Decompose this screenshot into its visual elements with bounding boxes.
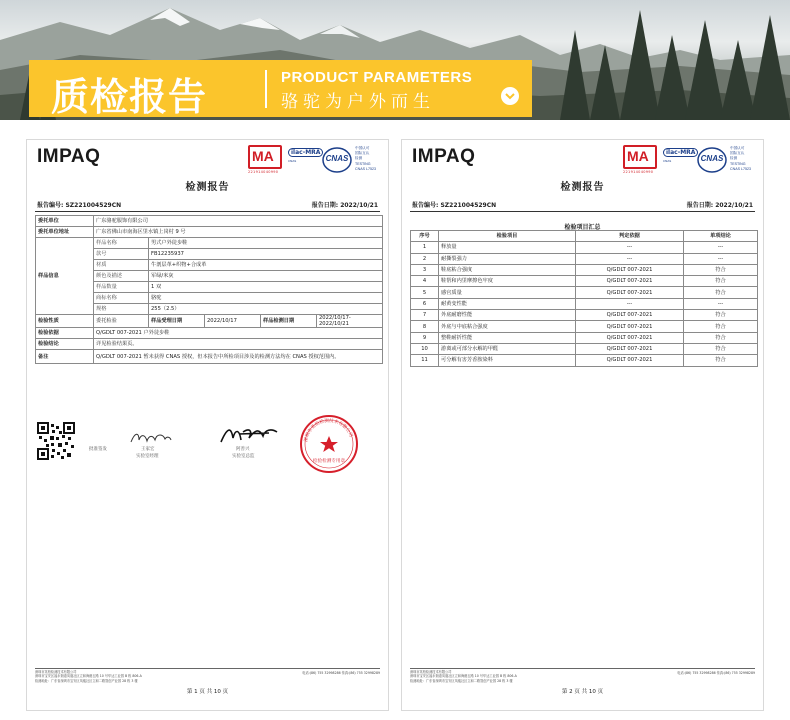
- judgement-basis: Q/GDLT 007-2021: [576, 276, 684, 287]
- page-number: 第 1 页 共 10 页: [186, 689, 229, 695]
- cnas-side-text: [730, 146, 751, 172]
- test-nature-value: 委托检验: [94, 315, 149, 328]
- cnas-label: CNAS: [700, 154, 724, 163]
- test-item: 鞋底粘合强度: [439, 264, 576, 275]
- reviewer-signature: [129, 430, 173, 446]
- table-row: [411, 310, 758, 321]
- sample-field-value: 牛剖层革+织物+合成革: [149, 260, 383, 271]
- signature-area: [37, 418, 377, 482]
- test-item: 感官质量: [439, 287, 576, 298]
- table-row: [411, 355, 758, 366]
- table-row: [36, 328, 383, 339]
- test-item: 游离或可部分水解的甲醛: [439, 343, 576, 354]
- divider: [410, 211, 755, 212]
- sample-field-key: 样品名称: [94, 238, 149, 249]
- item-conclusion: ---: [684, 242, 758, 253]
- judgement-basis: Q/GDLT 007-2021: [576, 310, 684, 321]
- table-row: [36, 227, 383, 238]
- judgement-basis: ---: [576, 242, 684, 253]
- sample-field-key: 规格: [94, 304, 149, 315]
- svg-text:检验检测专用章: 检验检测专用章: [312, 459, 346, 464]
- report-date: 报告日期: 2022/10/21: [311, 202, 378, 209]
- sample-info-label: 样品信息: [36, 238, 94, 315]
- ma-logo: MA: [248, 145, 282, 169]
- row-number: 4: [411, 276, 439, 287]
- table-row: [411, 332, 758, 343]
- test-item: 外底与中底粘合强度: [439, 321, 576, 332]
- sample-field-key: 材质: [94, 260, 149, 271]
- sample-field-key: 样品数量: [94, 282, 149, 293]
- qr-code-icon: [37, 422, 75, 460]
- table-row: [411, 264, 758, 275]
- footer-line: 深圳市英柏检测技术有限公司: [410, 670, 452, 674]
- impaq-logo: IMPAQ: [412, 146, 476, 167]
- judgement-basis: ---: [576, 298, 684, 309]
- judgement-basis: Q/GDLT 007-2021: [576, 332, 684, 343]
- footer-line: 检测地址：广东省深圳市宝安区凤凰社区立和二路智创产业园 28 栋 3 楼: [35, 678, 138, 683]
- page-footer: [410, 668, 755, 683]
- judgement-basis: ---: [576, 253, 684, 264]
- test-item: 外底耐磨性能: [439, 310, 576, 321]
- table-row: [36, 339, 383, 350]
- row-number: 7: [411, 310, 439, 321]
- cnas-label: CNAS: [325, 154, 349, 163]
- row-number: 5: [411, 287, 439, 298]
- test-item: 耐黄变性能: [439, 298, 576, 309]
- footer-line: 深圳市宝安区福永街道凤凰社区立和海港五路 10 号华达工业园 B 栋 806-A: [410, 674, 517, 679]
- cnas-side-line: 中国认可: [355, 146, 370, 150]
- summary-table-body: [411, 242, 758, 366]
- chevron-down-icon: [501, 87, 519, 105]
- title-en: PRODUCT PARAMETERS: [281, 69, 473, 86]
- remark-label: 备注: [36, 350, 94, 364]
- report-page-2: [401, 139, 764, 711]
- column-header: 检验项目: [439, 231, 576, 242]
- footer-line: 检测地址：广东省深圳市宝安区凤凰社区立和二路智创产业园 28 栋 3 楼: [410, 678, 513, 683]
- test-item: 可分解有害芳香胺染料: [439, 355, 576, 366]
- table-row: [36, 315, 383, 328]
- ma-code: 221914040990: [623, 170, 654, 174]
- client-value: 广东骆驼服饰有限公司: [94, 216, 383, 227]
- item-conclusion: 符合: [684, 343, 758, 354]
- item-conclusion: 符合: [684, 332, 758, 343]
- footer-line: 深圳市宝安区福永街道凤凰社区立和海港五路 10 号华达工业园 B 栋 806-A: [35, 674, 142, 679]
- test-basis-label: 检验依据: [36, 328, 94, 339]
- table-row: [411, 242, 758, 253]
- sample-field-key: 款号: [94, 249, 149, 260]
- judgement-basis: Q/GDLT 007-2021: [576, 343, 684, 354]
- cnas-side-line: 国际互认: [730, 151, 745, 156]
- sample-field-value: 255（2.5）: [149, 304, 383, 315]
- approver-name: 阿善兴: [236, 447, 250, 452]
- sample-field-key: 商标名称: [94, 293, 149, 304]
- item-conclusion: ---: [684, 253, 758, 264]
- test-item: 释放量: [439, 242, 576, 253]
- page-title: 质检报告: [51, 75, 208, 119]
- ma-code: 221914040990: [248, 170, 279, 174]
- footer-contact: 电话:(86) 755 32998286 传真:(86) 755 32998289: [677, 671, 755, 675]
- row-number: 10: [411, 343, 439, 354]
- ilac-sub: CNAS: [663, 159, 672, 163]
- client-address-value: 广东省佛山市南海区里水镇上岗村 9 号: [94, 227, 383, 238]
- report-title: 检测报告: [560, 182, 605, 193]
- column-header: 判定依据: [576, 231, 684, 242]
- item-conclusion: 符合: [684, 355, 758, 366]
- test-summary-table: [410, 230, 758, 367]
- conclusion-value: 详见检验结果页。: [94, 339, 383, 350]
- row-number: 1: [411, 242, 439, 253]
- page-number: 第 2 页 共 10 页: [561, 689, 604, 695]
- test-item: 鞋帮和内里摩擦色牢度: [439, 276, 576, 287]
- cnas-side-line: 检测: [355, 156, 363, 161]
- approver-role: 实验室总监: [232, 454, 255, 459]
- conclusion-label: 检验结论: [36, 339, 94, 350]
- ilac-mra-logo: ilac-MRA: [288, 148, 323, 157]
- title-box: [29, 60, 532, 117]
- table-row: [411, 343, 758, 354]
- row-number: 3: [411, 264, 439, 275]
- cnas-side-text: [355, 146, 376, 172]
- item-conclusion: ---: [684, 298, 758, 309]
- sample-field-value: 骆驼: [149, 293, 383, 304]
- judgement-basis: Q/GDLT 007-2021: [576, 321, 684, 332]
- cnas-side-line: TESTING: [730, 161, 746, 166]
- title-divider: [265, 70, 267, 108]
- divider: [35, 211, 380, 212]
- table-row: [411, 298, 758, 309]
- column-header: 序号: [411, 231, 439, 242]
- row-number: 11: [411, 355, 439, 366]
- report-number: 报告编号: SZ221004529CN: [37, 202, 122, 209]
- table-row: [36, 350, 383, 364]
- ilac-sub: CNAS: [288, 159, 297, 163]
- report-info-table: [35, 215, 383, 364]
- client-label: 委托单位: [36, 216, 94, 227]
- report-number: 报告编号: SZ221004529CN: [412, 202, 497, 209]
- company-seal: [299, 414, 359, 474]
- receive-date-label: 样品受理日期: [149, 315, 205, 328]
- test-nature-label: 检验性质: [36, 315, 94, 328]
- sample-field-value: FB12235937: [149, 249, 383, 260]
- cnas-side-line: CNAS L7523: [355, 166, 376, 171]
- item-conclusion: 符合: [684, 321, 758, 332]
- title-subtitle: 骆驼为户外而生: [281, 92, 435, 112]
- cnas-side-line: 国际互认: [355, 151, 370, 156]
- remark-value: Q/GDLT 007-2021 暂未获得 CNAS 授权，但本报告中所检项目涉及的检测方法均在 CNAS 授权范围内。: [94, 350, 383, 364]
- sample-field-key: 颜色及描述: [94, 271, 149, 282]
- cnas-side-line: 检测: [730, 156, 738, 161]
- item-conclusion: 符合: [684, 287, 758, 298]
- cnas-side-line: TESTING: [355, 161, 371, 166]
- table-row: [411, 253, 758, 264]
- svg-text:深圳市英柏检测技术有限公司: 深圳市英柏检测技术有限公司: [304, 418, 353, 443]
- column-header: 单项结论: [684, 231, 758, 242]
- ma-logo: MA: [623, 145, 657, 169]
- item-conclusion: 符合: [684, 276, 758, 287]
- item-conclusion: 符合: [684, 310, 758, 321]
- test-item: 耐撕裂强力: [439, 253, 576, 264]
- report-page-1: [26, 139, 389, 711]
- test-date-value: 2022/10/17-2022/10/21: [317, 315, 383, 328]
- judgement-basis: Q/GDLT 007-2021: [576, 287, 684, 298]
- sample-field-value: 军绿/米灰: [149, 271, 383, 282]
- judgement-basis: Q/GDLT 007-2021: [576, 264, 684, 275]
- test-date-label: 样品检测日期: [261, 315, 317, 328]
- row-number: 8: [411, 321, 439, 332]
- row-number: 6: [411, 298, 439, 309]
- client-address-label: 委托单位地址: [36, 227, 94, 238]
- page-footer: [35, 668, 380, 683]
- row-number: 9: [411, 332, 439, 343]
- report-title: 检测报告: [185, 182, 230, 193]
- table-row: [411, 321, 758, 332]
- cnas-side-line: CNAS L7523: [730, 166, 751, 171]
- reviewer-role: 实验室经理: [136, 454, 159, 459]
- row-number: 2: [411, 253, 439, 264]
- item-conclusion: 符合: [684, 264, 758, 275]
- test-basis-value: Q/GDLT 007-2021 户外徒步鞋: [94, 328, 383, 339]
- footer-line: 深圳市英柏检测技术有限公司: [35, 670, 77, 674]
- reviewer-name: 王家宏: [141, 447, 155, 452]
- judgement-basis: Q/GDLT 007-2021: [576, 355, 684, 366]
- cnas-side-line: 中国认可: [730, 146, 745, 150]
- receive-date-value: 2022/10/17: [205, 315, 261, 328]
- summary-caption: 检验项目汇总: [564, 224, 601, 231]
- report-date: 报告日期: 2022/10/21: [686, 202, 753, 209]
- impaq-logo: IMPAQ: [37, 146, 101, 167]
- table-row: [411, 287, 758, 298]
- sample-field-value: 1 双: [149, 282, 383, 293]
- approver-signature: [219, 424, 279, 446]
- approval-label: 批准签发: [89, 447, 107, 452]
- table-row: [36, 216, 383, 227]
- table-row: [36, 238, 383, 249]
- ilac-mra-logo: ilac-MRA: [663, 148, 698, 157]
- table-header-row: [411, 231, 758, 242]
- test-item: 整鞋耐折性能: [439, 332, 576, 343]
- table-row: [411, 276, 758, 287]
- footer-contact: 电话:(86) 755 32998286 传真:(86) 755 32998289: [302, 671, 380, 675]
- header-banner: [0, 0, 790, 120]
- sample-field-value: 男式户外徒步鞋: [149, 238, 383, 249]
